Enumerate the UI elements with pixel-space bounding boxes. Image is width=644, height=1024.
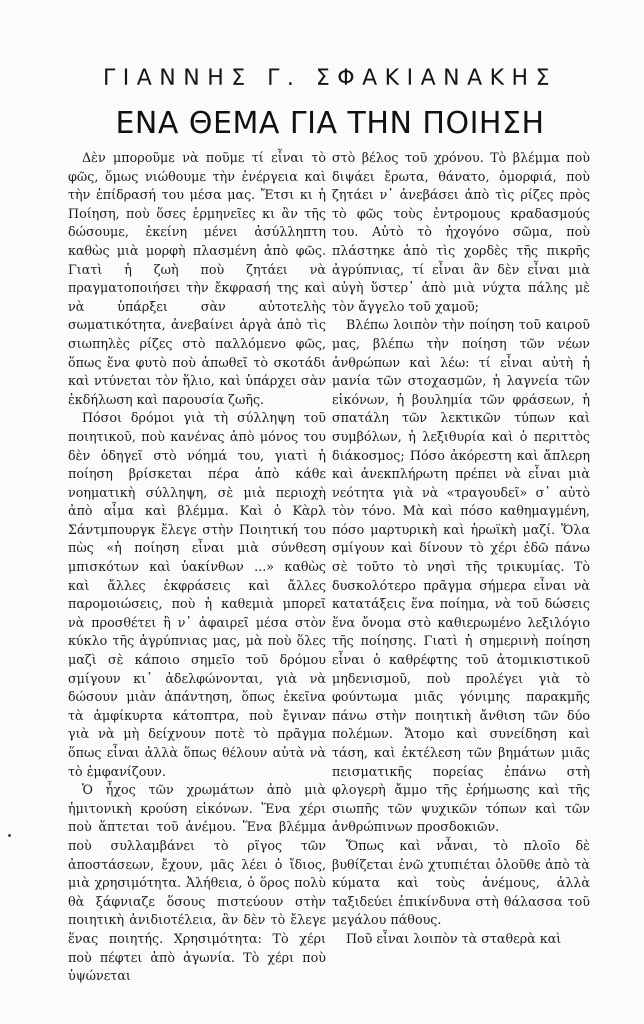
paragraph: στὸ βέλος τοῦ χρόνου. Τὸ βλέμμα ποὺ διψάει ἔρωτα, θάνατο, ὀμορφιά, ποὺ ζητάει ν᾽ ἀνεβάσει ἀπὸ τὶς ρίζες πρὸς τὸ φῶς τοὺς ἐντρομους κραδασμούς του. Αὐτὸ τὸ ἠχογόνο σῶμα, ποὺ πλάστηκε ἀπὸ τὶς χορδὲς τῆς πικρῆς ἀγρύπνιας, τί εἶναι ἂν δὲν εἶναι μιὰ αὐγὴ ὕστερ᾽ ἀπὸ μιὰ νύχτα πάλης μὲ τὸν ἄγγελο τοῦ χαμοῦ;: [332, 150, 590, 314]
paragraph: Δὲν μποροῦμε νὰ ποῦμε τί εἶναι τὸ φῶς, ὅμως νιώθουμε τὴν ἐνέργεια καὶ τὴν ἐπίδρασή του μέσα μας. Ἔτσι κι ἡ Ποίηση, ποὺ ὅσες ἑρμηνεῖες κι ἂν τῆς δώσουμε, ἐκείνη μένει ἀσύλληπτη καθὼς μιὰ μορφὴ πλασμένη ἀπὸ φῶς. Γιατὶ ἡ ζωὴ ποὺ ζητάει νὰ πραγματοποιήσει τὴν ἔκφρασή της καὶ νὰ ὑπάρξει σὰν αὐτοτελὴς σωματικότητα, ἀνεβαίνει ἀργὰ ἀπὸ τὶς σιωπηλὲς ρίζες στὸ παλλόμενο φῶς, ὅπως ἕνα φυτὸ ποὺ ἀπωθεῖ τὸ σκοτάδι καὶ ντύνεται τὸν ἥλιο, καὶ ὑπάρχει σὰν ἐκδήλωση καὶ παρουσία ζωῆς.: [68, 150, 326, 407]
margin-mark: [8, 834, 11, 837]
paragraph: Βλέπω λοιπὸν τὴν ποίηση τοῦ καιροῦ μας, βλέπω τὴν ποίηση τῶν νέων ἀνθρώπων καὶ λέω: τί εἶναι αὐτὴ ἡ μανία τῶν στοχασμῶν, ἡ λαγνεία τῶν εἰκόνων, ἡ βουλημία τῶν φράσεων, ἡ σπατάλη τῶν λεκτικῶν τύπων καὶ συμβόλων, ἡ λεξιθυρία καὶ ὁ περιττὸς διάκοσμος; Πόσο ἀκόρεστη καὶ ἄπλερη καὶ ἀνεκπλήρωτη πρέπει νὰ εἶναι μιὰ νεότητα γιὰ νὰ «τραγουδεῖ» σ᾽ αὐτὸ τὸν τόνο. Μὰ καὶ πόσο καθημαγμένη, πόσο μαρτυρικὴ καὶ ἡρωϊκὴ μαζί. Ὅλα σμίγουν καὶ δίνουν τὸ χέρι ἐδῶ πάνω σὲ τοῦτο τὸ νησὶ τῆς τρικυμίας. Τὸ δυσκολότερο πρᾶγμα σήμερα εἶναι νὰ κατατάξεις ἕνα ποίημα, νὰ τοῦ δώσεις ἕνα ὄνομα στὸ καθιερωμένο λεξιλόγιο τῆς ποίησης. Γιατὶ ἡ σημερινὴ ποίηση εἶναι ὁ καθρέφτης τοῦ ἀτομικιστικοῦ μηδενισμοῦ, ποὺ προλέγει γιὰ τὸ φούντωμα μιᾶς γόνιμης παρακμῆς πάνω στὴν ποιητικὴ ἄνθιση τῶν δύο πολέμων. Ἄτομο καὶ συνείδηση καὶ τάση, καὶ ἐκτέλεση τῶν βημάτων μιᾶς πεισματικῆς πορείας ἐπάνω στὴ φλογερὴ ἄμμο τῆς ἐρήμωσης καὶ τῆς σιωπῆς τῶν ψυχικῶν τόπων καὶ τῶν ἀνθρώπινων προσδοκιῶν.: [332, 317, 590, 835]
text-column-right: [332, 149, 590, 949]
text-column-left: [68, 149, 326, 986]
paragraph: Ὅπως καὶ νἆναι, τὸ πλοῖο δὲ βυθίζεται ἐνῶ χτυπιέται ὁλοῦθε ἀπὸ τὰ κύματα καὶ τοὺς ἀνέμους, ἀλλὰ ταξιδεύει ἐπικίνδυνα στὴ θάλασσα τοῦ μεγάλου πάθους.: [332, 837, 590, 928]
paragraph: Πόσοι δρόμοι γιὰ τὴ σύλληψη τοῦ ποιητικοῦ, ποὺ κανένας ἀπὸ μόνος του δὲν ὁδηγεῖ στὸ νόημά του, γιατὶ ἡ ποίηση βρίσκεται πέρα ἀπὸ κάθε νοηματικὴ σύλληψη, σὲ μιὰ περιοχὴ ἀπὸ αἷμα καὶ βλέμμα. Καὶ ὁ Κὰρλ Σάντμπουργκ ἔλεγε στὴν Ποιητική του πὼς «ἡ ποίηση εἶναι μιὰ σύνθεση μπισκότων καὶ ὑακίνθων ...» καθὼς καὶ ἄλλες ἐκφράσεις καὶ ἄλλες παρομοιώσεις, ποὺ ἡ καθεμιὰ μπορεῖ νὰ προσθέτει ἢ ν᾽ ἀφαιρεῖ μέσα στὸν κύκλο τῆς ἀγρύπνιας μας, μὰ ποὺ ὅλες μαζὶ σὲ κάποιο σημεῖο τοῦ δρόμου σμίγουν κι᾽ ἀδελφώνονται, γιὰ νὰ δώσουν μιὰν ἀπάντηση, ὅπως ἐκεῖνα τὰ ἀμφίκυρτα κάτοπτρα, ποὺ ἔγιναν γιὰ νὰ μὴ δείχνουν ποτὲ τὸ πρᾶγμα ὅπως εἶναι ἀλλὰ ὅπως θέλουν αὐτὰ νὰ τὸ ἐμφανίζουν.: [68, 410, 326, 779]
author-name: ΓΙΑΝΝΗΣ Γ. ΣΦΑΚΙΑΝΑΚΗΣ: [103, 66, 557, 91]
paragraph: Ποῦ εἶναι λοιπὸν τὰ σταθερὰ καὶ: [345, 930, 562, 946]
paragraph: Ὁ ἦχος τῶν χρωμάτων ἀπὸ μιὰ ἡμιτονικὴ κρούση εἰκόνων. Ἕνα χέρι ποὺ ἅπτεται τοῦ ἀνέμου. Ἕνα βλέμμα ποὺ συλλαμβάνει τὸ ρῖγος τῶν ἀποστάσεων, ἔχουν, μᾶς λέει ὁ ἴδιος, μιὰ χρησιμότητα. Ἀλήθεια, ὁ ὅρος πολὺ θὰ ξάφνιαζε ὅσους πιστεύουν στὴν ποιητικὴ ἀνιδιοτέλεια, ἂν δὲν τὸ ἔλεγε ἕνας ποιητής. Χρησιμότητα: Τὸ χέρι ποὺ πέφτει ἀπὸ ἀγωνία. Τὸ χέρι ποὺ ὑψώνεται: [68, 782, 326, 984]
article-title: ΕΝΑ ΘΕΜΑ ΓΙΑ ΤΗΝ ΠΟΙΗΣΗ: [115, 106, 545, 141]
